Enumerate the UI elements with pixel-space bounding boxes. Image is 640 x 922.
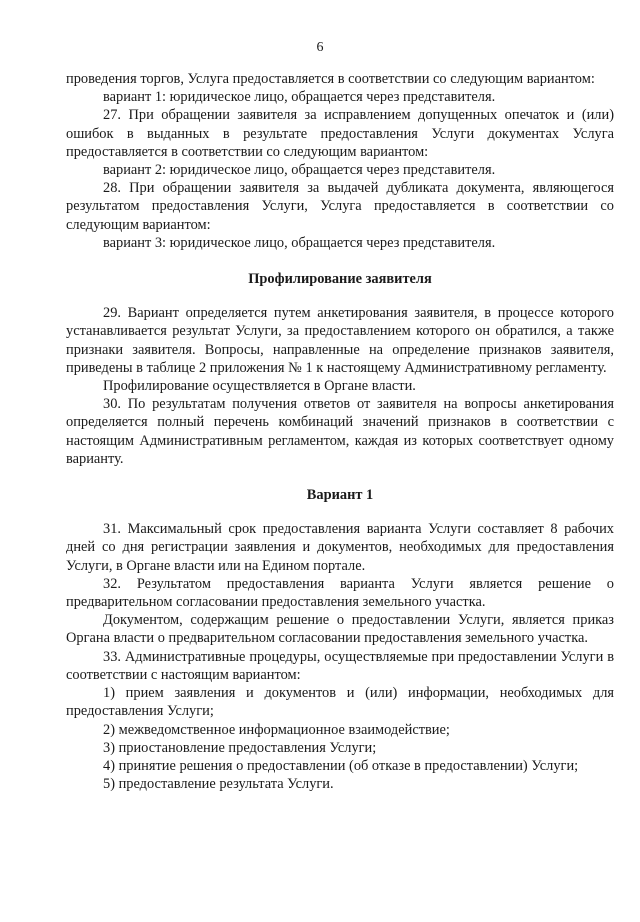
- section-heading-variant-1: Вариант 1: [306, 487, 374, 504]
- paragraph-variant-2: вариант 2: юридическое лицо, обращается через представителя.: [103, 162, 496, 179]
- paragraph-33: 33. Административные процедуры, осуществляемые при предоставлении Услуги в соответствии с настоящим вариантом:: [66, 648, 614, 683]
- paragraph-profiling-authority: Профилирование осуществляется в Органе власти.: [103, 378, 416, 395]
- paragraph-variant-1: вариант 1: юридическое лицо, обращается через представителя.: [103, 89, 496, 106]
- page-number: 6: [316, 40, 324, 55]
- paragraph-variant-3: вариант 3: юридическое лицо, обращается через представителя.: [103, 234, 496, 251]
- paragraph-30: 30. По результатам получения ответов от заявителя на вопросы анкетирования определяется полный перечень комбинаций значений признаков в соответствии с настоящим Административным регламентом, каждая из которых соответствует одному варианту.: [66, 396, 614, 467]
- paragraph-29: 29. Вариант определяется путем анкетирования заявителя, в процессе которого устанавливается результат Услуги, за предоставлением которого он обратился, а также признаки заявителя. Вопросы, направленные на определение признаков заявителя, приведены в таблице 2 приложения № 1 к настоящему Административному регламенту.: [66, 305, 614, 376]
- paragraph-31: 31. Максимальный срок предоставления варианта Услуги составляет 8 рабочих дней со дня регистрации заявления и документов, необходимых для предоставления Услуги, в Органе власти или на Едином портале.: [66, 521, 614, 574]
- paragraph-result-document: Документом, содержащим решение о предоставлении Услуги, является приказ Органа власти о предварительном согласовании предоставления земельного участка.: [66, 612, 614, 647]
- paragraph-continuation: проведения торгов, Услуга предоставляется в соответствии со следующим вариантом:: [66, 71, 595, 87]
- list-item-procedure-1: 1) прием заявления и документов и (или) информации, необходимых для предоставления Услуги;: [66, 685, 614, 720]
- document-body: [66, 70, 614, 793]
- paragraph-32: 32. Результатом предоставления варианта Услуги является решение о предварительном согласовании предоставления земельного участка.: [66, 575, 614, 611]
- list-item-procedure-3: 3) приостановление предоставления Услуги;: [103, 739, 377, 756]
- list-item-procedure-5: 5) предоставление результата Услуги.: [103, 776, 334, 793]
- paragraph-28: 28. При обращении заявителя за выдачей дубликата документа, являющегося результатом предоставления Услуги, Услуга предоставляется в соответствии со следующим вариантом:: [66, 180, 614, 233]
- list-item-procedure-2: 2) межведомственное информационное взаимодействие;: [103, 721, 450, 738]
- paragraph-27: 27. При обращении заявителя за исправлением допущенных опечаток и (или) ошибок в выданных в результате предоставления Услуги документах Услуга предоставляется в соответствии со следующим вариантом:: [66, 107, 614, 160]
- section-heading-profiling: Профилирование заявителя: [248, 271, 432, 288]
- list-item-procedure-4: 4) принятие решения о предоставлении (об отказе в предоставлении) Услуги;: [103, 757, 579, 774]
